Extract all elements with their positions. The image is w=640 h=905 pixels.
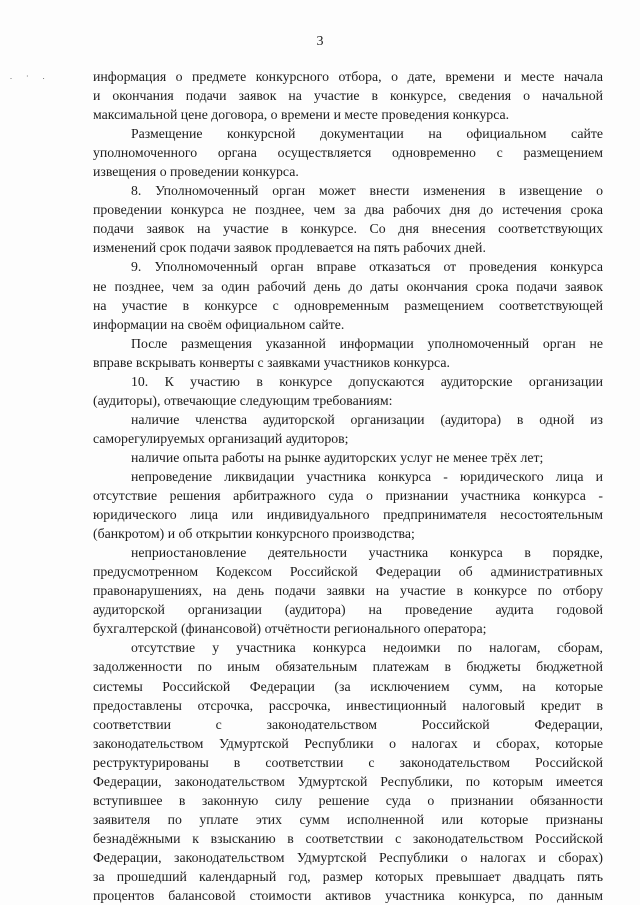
text-line: информации на своём официальном сайте. bbox=[93, 316, 345, 332]
text-line: системы Российской Федерации (за исключением сумм, на которые bbox=[93, 678, 603, 694]
text-line: отсутствие решения арбитражного суда о признании участника конкурса - bbox=[93, 488, 603, 504]
text-line: уполномоченного органа осуществляется одновременно с размещением bbox=[93, 145, 603, 161]
text-line: процентов балансовой стоимости активов участника конкурса, по данным bbox=[93, 888, 603, 904]
text-line: наличие опыта работы на рынке аудиторских услуг не менее трёх лет; bbox=[131, 449, 544, 465]
text-line: (аудиторы), отвечающие следующим требованиям: bbox=[93, 392, 393, 408]
text-line: подачи заявок на участие в конкурсе. Со дня внесения соответствующих bbox=[93, 221, 603, 237]
text-line: саморегулируемых организаций аудиторов; bbox=[93, 430, 349, 446]
text-line: за прошедший календарный год, размер которых превышает двадцать пять bbox=[93, 868, 603, 884]
text-line: бухгалтерской (финансовой) отчётности регионального оператора; bbox=[93, 621, 487, 637]
text-line: Федерации, законодательством Удмуртской Республики о налогах и сборах) bbox=[93, 849, 603, 865]
text-line: вступившее в законную силу решение суда о признании обязанности bbox=[93, 792, 603, 808]
text-line: (банкротом) и об открытии конкурсного производства; bbox=[93, 526, 415, 542]
text-line: заявителя по уплате этих сумм исполненной или которые признаны bbox=[93, 811, 603, 827]
text-line: правонарушениях, на день подачи заявки на участие в конкурсе по отбору bbox=[93, 583, 603, 599]
text-line: 9. Уполномоченный орган вправе отказаться от проведения конкурса bbox=[131, 259, 603, 275]
text-line: 8. Уполномоченный орган может внести изменения в извещение о bbox=[131, 183, 603, 199]
text-line: предусмотренном Кодексом Российской Федерации об административных bbox=[93, 564, 603, 580]
text-line: Федерации, законодательством Удмуртской Республики, по которым имеется bbox=[93, 773, 603, 789]
text-line: максимальной цене договора, о времени и месте проведения конкурса. bbox=[93, 107, 510, 123]
text-line: предоставлены отсрочка, рассрочка, инвестиционный налоговый кредит в bbox=[93, 697, 603, 713]
text-line: Размещение конкурсной документации на официальном сайте bbox=[131, 126, 603, 142]
text-line: соответствии с законодательством Российской Федерации, bbox=[93, 716, 603, 732]
text-line: отсутствие у участника конкурса недоимки по налогам, сборам, bbox=[131, 640, 603, 656]
text-line: и окончания подачи заявок на участие в конкурсе, сведения о начальной bbox=[93, 88, 603, 104]
scan-marks: . · . bbox=[10, 72, 51, 81]
text-line: юридического лица или индивидуального предпринимателя несостоятельным bbox=[93, 507, 603, 523]
text-line: реструктурированы в соответствии с законодательством Российской bbox=[93, 754, 603, 770]
document-body bbox=[93, 67, 603, 905]
text-line: проведении конкурса не позднее, чем за два рабочих дня до истечения срока bbox=[93, 202, 603, 218]
page-number: 3 bbox=[316, 34, 324, 49]
text-line: непроведение ликвидации участника конкурса - юридического лица и bbox=[131, 468, 603, 484]
text-line: безнадёжными к взысканию в соответствии с законодательством Российской bbox=[93, 830, 603, 846]
text-line: на участие в конкурсе с одновременным размещением соответствующей bbox=[93, 297, 603, 313]
text-line: вправе вскрывать конверты с заявками участников конкурса. bbox=[93, 354, 450, 370]
text-line: неприостановление деятельности участника конкурса в порядке, bbox=[131, 545, 603, 561]
text-line: изменений срок подачи заявок продлевается на пять рабочих дней. bbox=[93, 240, 486, 256]
text-line: После размещения указанной информации уполномоченный орган не bbox=[131, 335, 603, 351]
text-line: информация о предмете конкурсного отбора, о дате, времени и месте начала bbox=[93, 69, 603, 84]
text-line: наличие членства аудиторской организации (аудитора) в одной из bbox=[131, 411, 603, 427]
text-line: аудиторской организации (аудитора) на проведение аудита годовой bbox=[93, 602, 603, 618]
text-line: извещения о проведении конкурса. bbox=[93, 164, 299, 180]
text-line: законодательством Удмуртской Республики о налогах и сборах, которые bbox=[93, 735, 603, 751]
text-line: задолженности по иным обязательным платежам в бюджеты бюджетной bbox=[93, 659, 603, 675]
text-line: 10. К участию в конкурсе допускаются аудиторские организации bbox=[131, 373, 603, 389]
text-line: не позднее, чем за один рабочий день до даты окончания срока подачи заявок bbox=[93, 278, 603, 294]
